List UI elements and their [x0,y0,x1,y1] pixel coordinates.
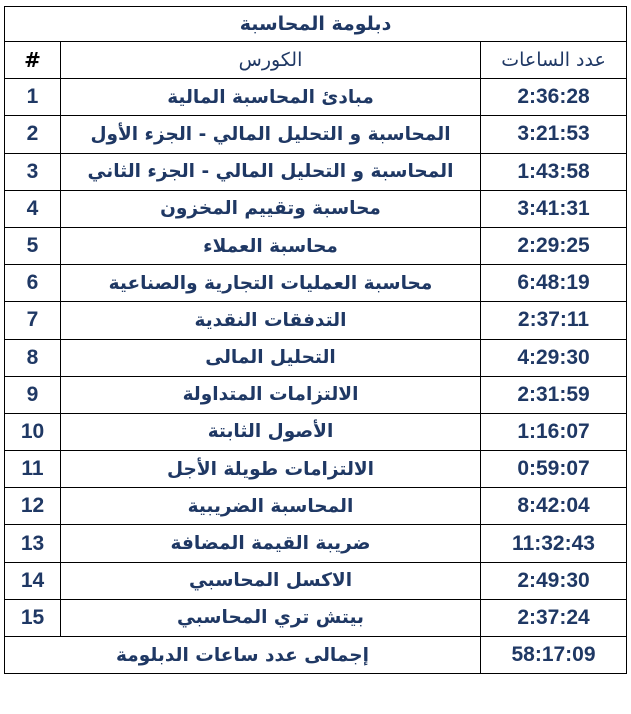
course-hours: 2:37:24 [481,599,627,636]
course-name: الاكسل المحاسبي [61,562,481,599]
course-hours: 1:16:07 [481,413,627,450]
row-number: 10 [5,413,61,450]
course-hours: 8:42:04 [481,488,627,525]
table-row [5,227,627,264]
course-hours: 2:37:11 [481,302,627,339]
total-hours: 58:17:09 [481,637,627,674]
header-row [5,42,627,79]
table-row [5,413,627,450]
row-number: 7 [5,302,61,339]
table-row [5,79,627,116]
course-name: الالتزامات طويلة الأجل [61,451,481,488]
course-name: محاسبة وتقييم المخزون [61,190,481,227]
total-row [5,637,627,674]
course-name: التحليل المالى [61,339,481,376]
course-name: مبادئ المحاسبة المالية [61,79,481,116]
number-column-header: # [5,42,61,79]
row-number: 6 [5,265,61,302]
table-row [5,451,627,488]
course-hours: 2:36:28 [481,79,627,116]
row-number: 15 [5,599,61,636]
row-number: 2 [5,116,61,153]
course-hours: 3:41:31 [481,190,627,227]
course-hours: 4:29:30 [481,339,627,376]
course-hours: 2:29:25 [481,227,627,264]
course-name: التدفقات النقدية [61,302,481,339]
title-row [5,7,627,42]
course-hours: 3:21:53 [481,116,627,153]
row-number: 4 [5,190,61,227]
course-hours: 0:59:07 [481,451,627,488]
course-name: ضريبة القيمة المضافة [61,525,481,562]
table-row [5,488,627,525]
course-name: محاسبة العمليات التجارية والصناعية [61,265,481,302]
row-number: 14 [5,562,61,599]
table-row [5,339,627,376]
table-row [5,190,627,227]
course-name: محاسبة العملاء [61,227,481,264]
table-row [5,599,627,636]
table-row [5,302,627,339]
total-label: إجمالى عدد ساعات الدبلومة [5,637,481,674]
hours-column-header: عدد الساعات [481,42,627,79]
row-number: 12 [5,488,61,525]
course-hours: 2:31:59 [481,376,627,413]
course-name: الأصول الثابتة [61,413,481,450]
course-name: المحاسبة الضريبية [61,488,481,525]
courses-table [4,6,627,674]
row-number: 3 [5,153,61,190]
course-hours: 11:32:43 [481,525,627,562]
table-row [5,525,627,562]
table-row [5,562,627,599]
row-number: 13 [5,525,61,562]
course-hours: 1:43:58 [481,153,627,190]
course-hours: 6:48:19 [481,265,627,302]
table-row [5,376,627,413]
table-row [5,116,627,153]
row-number: 8 [5,339,61,376]
row-number: 5 [5,227,61,264]
course-hours: 2:49:30 [481,562,627,599]
table-row [5,265,627,302]
course-name: المحاسبة و التحليل المالي - الجزء الثاني [61,153,481,190]
row-number: 9 [5,376,61,413]
course-name: المحاسبة و التحليل المالي - الجزء الأول [61,116,481,153]
row-number: 11 [5,451,61,488]
table-row [5,153,627,190]
course-name: الالتزامات المتداولة [61,376,481,413]
course-name: بيتش تري المحاسبي [61,599,481,636]
course-column-header: الكورس [61,42,481,79]
table-title: دبلومة المحاسبة [5,7,627,42]
row-number: 1 [5,79,61,116]
